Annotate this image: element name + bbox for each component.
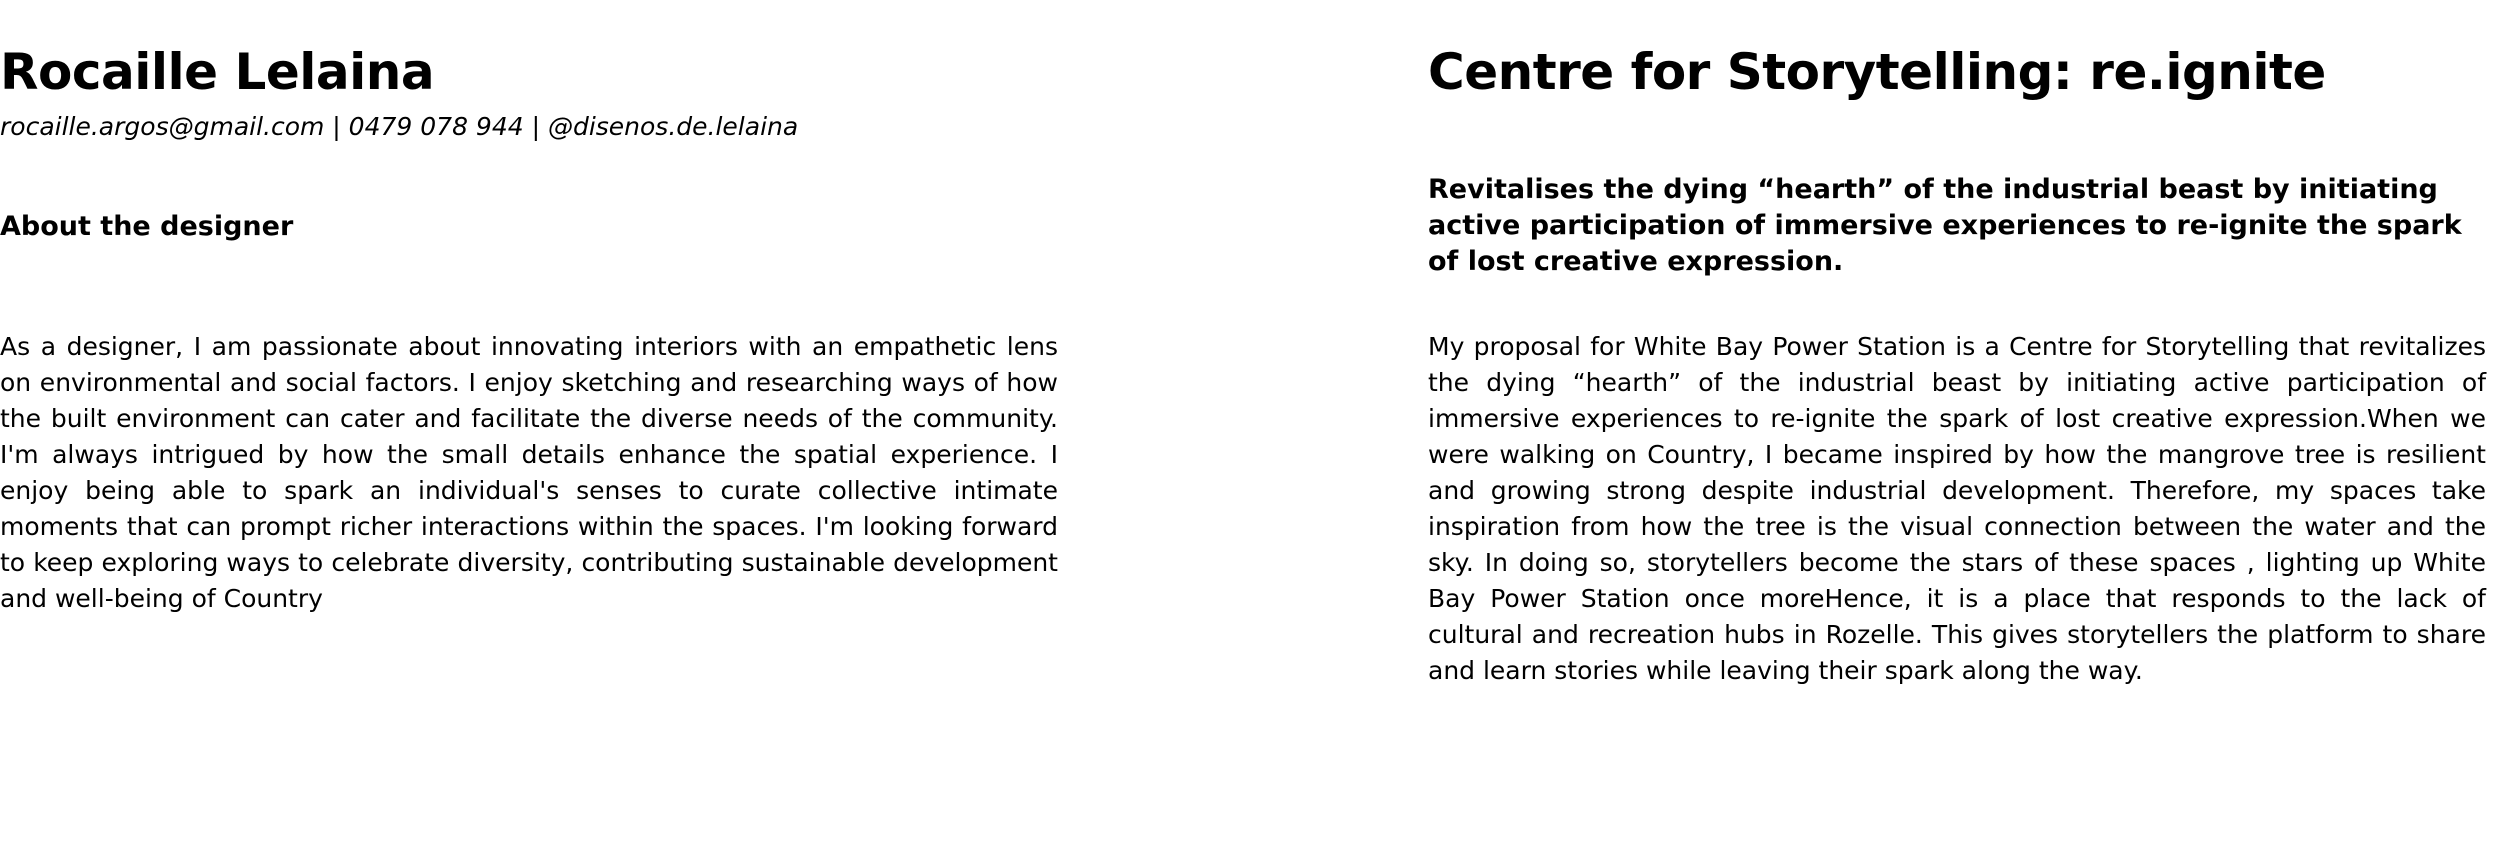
project-tagline: Revitalises the dying “hearth” of the industrial beast by initiating active participation of immersive experiences to re-ignite the spark of lost creative expression. [1428, 174, 2462, 277]
project-title: Centre for Storytelling: re.ignite [1428, 43, 2326, 101]
designer-contact: rocaille.argos@gmail.com | 0479 078 944 | @disenos.de.lelaina [0, 112, 799, 141]
about-heading: About the designer [0, 211, 294, 242]
designer-name: Rocaille Lelaina [0, 43, 435, 101]
about-text: As a designer, I am passionate about innovating interiors with an empathetic lens on environmental and social factors. I enjoy sketching and researching ways of how the built environment can cater and facilitate the diverse needs of the community. I'm always intrigued by how the small details enhance the spatial experience. I enjoy being able to spark an individual's senses to curate collective intimate moments that can prompt richer interactions within the spaces. I'm looking forward to keep exploring ways to celebrate diversity, contributing sustainable development and well-being of Country [0, 332, 1058, 613]
project-description: My proposal for White Bay Power Station is a Centre for Storytelling that revitalizes the dying “hearth” of the industrial beast by initiating active participation of immersive experiences to re-ignite the spark of lost creative expression.When we were walking on Country, I became inspired by how the mangrove tree is resilient and growing strong despite industrial development. Therefore, my spaces take inspiration from how the tree is the visual connection between the water and the sky. In doing so, storytellers become the stars of these spaces , lighting up White Bay Power Station once moreHence, it is a place that responds to the lack of cultural and recreation hubs in Rozelle. This gives storytellers the platform to share and learn stories while leaving their spark along the way. [1428, 332, 2486, 685]
